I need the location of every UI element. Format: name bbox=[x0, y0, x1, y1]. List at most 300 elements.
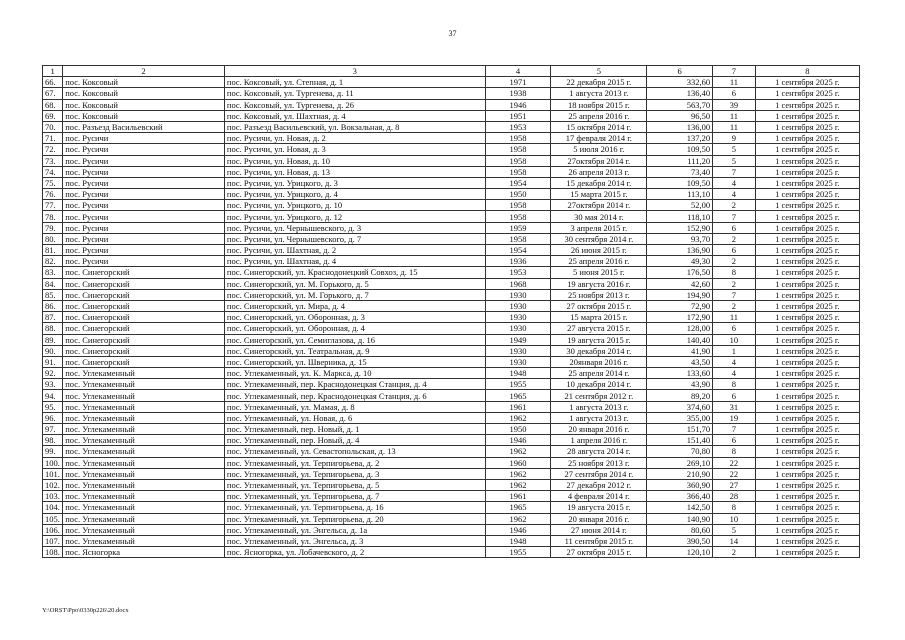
table-row bbox=[43, 177, 860, 188]
date-cell: 3 апреля 2015 г. bbox=[551, 222, 647, 233]
table-row bbox=[43, 323, 860, 334]
area-cell: 140,90 bbox=[647, 513, 713, 524]
settlement-cell: пос. Углекаменный bbox=[63, 412, 225, 423]
residents-cell: 5 bbox=[713, 524, 756, 535]
residents-cell: 2 bbox=[713, 256, 756, 267]
row-number-cell: 103. bbox=[43, 491, 63, 502]
table-row bbox=[43, 88, 860, 99]
area-cell: 390,50 bbox=[647, 535, 713, 546]
date-cell: 1 августа 2013 г. bbox=[551, 401, 647, 412]
area-cell: 111,20 bbox=[647, 155, 713, 166]
settlement-cell: пос. Синегорский bbox=[63, 345, 225, 356]
settlement-cell: пос. Углекаменный bbox=[63, 368, 225, 379]
residents-cell: 4 bbox=[713, 356, 756, 367]
address-cell: пос. Русичи, ул. Урицкого, д. 12 bbox=[224, 211, 485, 222]
row-number-cell: 71. bbox=[43, 133, 63, 144]
area-cell: 128,00 bbox=[647, 323, 713, 334]
deadline-cell: 1 сентября 2025 г. bbox=[755, 502, 859, 513]
deadline-cell: 1 сентября 2025 г. bbox=[755, 446, 859, 457]
area-cell: 269,10 bbox=[647, 457, 713, 468]
table-row bbox=[43, 502, 860, 513]
row-number-cell: 87. bbox=[43, 312, 63, 323]
residents-cell: 7 bbox=[713, 424, 756, 435]
table-row bbox=[43, 491, 860, 502]
table-row bbox=[43, 457, 860, 468]
address-cell: пос. Русичи, ул. Чернышевского, д. 3 bbox=[224, 222, 485, 233]
date-cell: 25 ноября 2013 г. bbox=[551, 289, 647, 300]
settlement-cell: пос. Углекаменный bbox=[63, 479, 225, 490]
area-cell: 366,40 bbox=[647, 491, 713, 502]
year-built-cell: 1949 bbox=[485, 334, 551, 345]
row-number-cell: 99. bbox=[43, 446, 63, 457]
date-cell: 19 августа 2015 г. bbox=[551, 334, 647, 345]
area-cell: 137,20 bbox=[647, 133, 713, 144]
deadline-cell: 1 сентября 2025 г. bbox=[755, 401, 859, 412]
table-row bbox=[43, 312, 860, 323]
table-row bbox=[43, 121, 860, 132]
address-cell: пос. Синегорский, ул. Оборонная, д. 4 bbox=[224, 323, 485, 334]
address-cell: пос. Углекаменный, ул. Новая, д. 6 bbox=[224, 412, 485, 423]
address-cell: пос. Русичи, ул. Урицкого, д. 4 bbox=[224, 189, 485, 200]
address-cell: пос. Русичи, ул. Новая, д. 10 bbox=[224, 155, 485, 166]
deadline-cell: 1 сентября 2025 г. bbox=[755, 256, 859, 267]
address-cell: пос. Коксовый, ул. Тургенева, д. 26 bbox=[224, 99, 485, 110]
year-built-cell: 1958 bbox=[485, 233, 551, 244]
row-number-cell: 80. bbox=[43, 233, 63, 244]
year-built-cell: 1953 bbox=[485, 267, 551, 278]
residents-cell: 10 bbox=[713, 334, 756, 345]
table-row bbox=[43, 334, 860, 345]
settlement-cell: пос. Русичи bbox=[63, 245, 225, 256]
area-cell: 120,10 bbox=[647, 547, 713, 558]
residents-cell: 5 bbox=[713, 144, 756, 155]
date-cell: 1 августа 2013 г. bbox=[551, 88, 647, 99]
row-number-cell: 97. bbox=[43, 424, 63, 435]
date-cell: 15 марта 2015 г. bbox=[551, 312, 647, 323]
year-built-cell: 1950 bbox=[485, 189, 551, 200]
table-row bbox=[43, 256, 860, 267]
residents-cell: 8 bbox=[713, 446, 756, 457]
table-row bbox=[43, 110, 860, 121]
deadline-cell: 1 сентября 2025 г. bbox=[755, 424, 859, 435]
table-row bbox=[43, 401, 860, 412]
area-cell: 96,50 bbox=[647, 110, 713, 121]
date-cell: 25 апреля 2014 г. bbox=[551, 368, 647, 379]
address-cell: пос. Углекаменный, ул. Терпигорьева, д. 20 bbox=[224, 513, 485, 524]
row-number-cell: 98. bbox=[43, 435, 63, 446]
table-row bbox=[43, 245, 860, 256]
date-cell: 4 февраля 2014 г. bbox=[551, 491, 647, 502]
area-cell: 136,40 bbox=[647, 88, 713, 99]
settlement-cell: пос. Углекаменный bbox=[63, 491, 225, 502]
year-built-cell: 1930 bbox=[485, 345, 551, 356]
residents-cell: 14 bbox=[713, 535, 756, 546]
settlement-cell: пос. Ясногорка bbox=[63, 547, 225, 558]
table-row bbox=[43, 412, 860, 423]
deadline-cell: 1 сентября 2025 г. bbox=[755, 77, 859, 88]
residents-cell: 39 bbox=[713, 99, 756, 110]
year-built-cell: 1948 bbox=[485, 535, 551, 546]
date-cell: 27 августа 2015 г. bbox=[551, 323, 647, 334]
document-file-path: Y:\ORST\Ppo\0330p226\20.docx bbox=[42, 607, 129, 614]
residents-cell: 11 bbox=[713, 312, 756, 323]
address-cell: пос. Русичи, ул. Шахтная, д. 4 bbox=[224, 256, 485, 267]
table-row bbox=[43, 99, 860, 110]
year-built-cell: 1958 bbox=[485, 144, 551, 155]
row-number-cell: 93. bbox=[43, 379, 63, 390]
address-cell: пос. Русичи, ул. Новая, д. 2 bbox=[224, 133, 485, 144]
settlement-cell: пос. Углекаменный bbox=[63, 457, 225, 468]
residents-cell: 1 bbox=[713, 345, 756, 356]
table-row bbox=[43, 479, 860, 490]
area-cell: 360,90 bbox=[647, 479, 713, 490]
row-number-cell: 68. bbox=[43, 99, 63, 110]
area-cell: 52,00 bbox=[647, 200, 713, 211]
settlement-cell: пос. Русичи bbox=[63, 177, 225, 188]
residents-cell: 8 bbox=[713, 267, 756, 278]
deadline-cell: 1 сентября 2025 г. bbox=[755, 177, 859, 188]
address-cell: пос. Углекаменный, ул. Терпигорьева, д. 16 bbox=[224, 502, 485, 513]
area-cell: 41,90 bbox=[647, 345, 713, 356]
area-cell: 42,60 bbox=[647, 278, 713, 289]
table-row bbox=[43, 200, 860, 211]
date-cell: 5 июля 2016 г. bbox=[551, 144, 647, 155]
year-built-cell: 1961 bbox=[485, 401, 551, 412]
settlement-cell: пос. Русичи bbox=[63, 189, 225, 200]
row-number-cell: 79. bbox=[43, 222, 63, 233]
date-cell: 19 августа 2015 г. bbox=[551, 502, 647, 513]
column-header: 6 bbox=[647, 66, 713, 77]
column-header: 1 bbox=[43, 66, 63, 77]
date-cell: 19 августа 2016 г. bbox=[551, 278, 647, 289]
year-built-cell: 1955 bbox=[485, 379, 551, 390]
page-number: 37 bbox=[448, 29, 457, 38]
residents-cell: 4 bbox=[713, 189, 756, 200]
residents-cell: 4 bbox=[713, 177, 756, 188]
residents-cell: 6 bbox=[713, 435, 756, 446]
date-cell: 5 июня 2015 г. bbox=[551, 267, 647, 278]
area-cell: 151,40 bbox=[647, 435, 713, 446]
table-row bbox=[43, 77, 860, 88]
date-cell: 27октября 2014 г. bbox=[551, 200, 647, 211]
settlement-cell: пос. Разъезд Васильевский bbox=[63, 121, 225, 132]
date-cell: 11 сентября 2015 г. bbox=[551, 535, 647, 546]
year-built-cell: 1962 bbox=[485, 479, 551, 490]
area-cell: 142,50 bbox=[647, 502, 713, 513]
date-cell: 27 декабря 2012 г. bbox=[551, 479, 647, 490]
settlement-cell: пос. Русичи bbox=[63, 211, 225, 222]
table-body bbox=[43, 66, 860, 558]
residents-cell: 7 bbox=[713, 166, 756, 177]
residents-cell: 2 bbox=[713, 278, 756, 289]
date-cell: 21 сентября 2012 г. bbox=[551, 390, 647, 401]
deadline-cell: 1 сентября 2025 г. bbox=[755, 278, 859, 289]
area-cell: 210,90 bbox=[647, 468, 713, 479]
date-cell: 30 мая 2014 г. bbox=[551, 211, 647, 222]
residents-cell: 6 bbox=[713, 245, 756, 256]
settlement-cell: пос. Коксовый bbox=[63, 110, 225, 121]
address-cell: пос. Углекаменный, ул. Терпигорьева, д. 5 bbox=[224, 479, 485, 490]
column-header: 8 bbox=[755, 66, 859, 77]
deadline-cell: 1 сентября 2025 г. bbox=[755, 468, 859, 479]
settlement-cell: пос. Русичи bbox=[63, 200, 225, 211]
area-cell: 70,80 bbox=[647, 446, 713, 457]
address-cell: пос. Разъезд Васильевский, ул. Вокзальная, д. 8 bbox=[224, 121, 485, 132]
column-header: 7 bbox=[713, 66, 756, 77]
residents-cell: 8 bbox=[713, 502, 756, 513]
row-number-cell: 90. bbox=[43, 345, 63, 356]
address-cell: пос. Коксовый, ул. Шахтная, д. 4 bbox=[224, 110, 485, 121]
year-built-cell: 1948 bbox=[485, 368, 551, 379]
table-row bbox=[43, 424, 860, 435]
row-number-cell: 69. bbox=[43, 110, 63, 121]
address-cell: пос. Углекаменный, пер. Новый, д. 1 bbox=[224, 424, 485, 435]
residents-cell: 22 bbox=[713, 457, 756, 468]
address-cell: пос. Углекаменный, ул. К. Маркса, д. 10 bbox=[224, 368, 485, 379]
settlement-cell: пос. Русичи bbox=[63, 256, 225, 267]
deadline-cell: 1 сентября 2025 г. bbox=[755, 390, 859, 401]
area-cell: 172,90 bbox=[647, 312, 713, 323]
date-cell: 25 ноября 2013 г. bbox=[551, 457, 647, 468]
residents-cell: 2 bbox=[713, 300, 756, 311]
settlement-cell: пос. Синегорский bbox=[63, 300, 225, 311]
settlement-cell: пос. Коксовый bbox=[63, 77, 225, 88]
year-built-cell: 1962 bbox=[485, 468, 551, 479]
row-number-cell: 67. bbox=[43, 88, 63, 99]
address-cell: пос. Углекаменный, пер. Новый, д. 4 bbox=[224, 435, 485, 446]
deadline-cell: 1 сентября 2025 г. bbox=[755, 189, 859, 200]
deadline-cell: 1 сентября 2025 г. bbox=[755, 121, 859, 132]
area-cell: 80,60 bbox=[647, 524, 713, 535]
row-number-cell: 108. bbox=[43, 547, 63, 558]
address-cell: пос. Коксовый, ул. Тургенева, д. 11 bbox=[224, 88, 485, 99]
address-cell: пос. Синегорский, ул. Оборонная, д. 3 bbox=[224, 312, 485, 323]
area-cell: 43,90 bbox=[647, 379, 713, 390]
year-built-cell: 1946 bbox=[485, 99, 551, 110]
row-number-cell: 94. bbox=[43, 390, 63, 401]
table-row bbox=[43, 524, 860, 535]
settlement-cell: пос. Синегорский bbox=[63, 334, 225, 345]
deadline-cell: 1 сентября 2025 г. bbox=[755, 356, 859, 367]
row-number-cell: 88. bbox=[43, 323, 63, 334]
deadline-cell: 1 сентября 2025 г. bbox=[755, 323, 859, 334]
deadline-cell: 1 сентября 2025 г. bbox=[755, 491, 859, 502]
residents-cell: 11 bbox=[713, 121, 756, 132]
year-built-cell: 1930 bbox=[485, 289, 551, 300]
settlement-cell: пос. Углекаменный bbox=[63, 424, 225, 435]
deadline-cell: 1 сентября 2025 г. bbox=[755, 166, 859, 177]
deadline-cell: 1 сентября 2025 г. bbox=[755, 267, 859, 278]
deadline-cell: 1 сентября 2025 г. bbox=[755, 155, 859, 166]
deadline-cell: 1 сентября 2025 г. bbox=[755, 368, 859, 379]
row-number-cell: 107. bbox=[43, 535, 63, 546]
settlement-cell: пос. Углекаменный bbox=[63, 513, 225, 524]
area-cell: 89,20 bbox=[647, 390, 713, 401]
row-number-cell: 81. bbox=[43, 245, 63, 256]
date-cell: 27 сентября 2014 г. bbox=[551, 468, 647, 479]
address-cell: пос. Русичи, ул. Урицкого, д. 10 bbox=[224, 200, 485, 211]
residents-cell: 19 bbox=[713, 412, 756, 423]
year-built-cell: 1968 bbox=[485, 278, 551, 289]
settlement-cell: пос. Русичи bbox=[63, 155, 225, 166]
row-number-cell: 85. bbox=[43, 289, 63, 300]
table-row bbox=[43, 345, 860, 356]
year-built-cell: 1955 bbox=[485, 547, 551, 558]
address-cell: пос. Коксовый, ул. Степная, д. 1 bbox=[224, 77, 485, 88]
date-cell: 17 февраля 2014 г. bbox=[551, 133, 647, 144]
year-built-cell: 1958 bbox=[485, 133, 551, 144]
row-number-cell: 89. bbox=[43, 334, 63, 345]
date-cell: 25 апреля 2016 г. bbox=[551, 110, 647, 121]
deadline-cell: 1 сентября 2025 г. bbox=[755, 513, 859, 524]
deadline-cell: 1 сентября 2025 г. bbox=[755, 435, 859, 446]
settlement-cell: пос. Углекаменный bbox=[63, 390, 225, 401]
year-built-cell: 1962 bbox=[485, 446, 551, 457]
year-built-cell: 1961 bbox=[485, 491, 551, 502]
year-built-cell: 1950 bbox=[485, 424, 551, 435]
date-cell: 26 июня 2015 г. bbox=[551, 245, 647, 256]
address-cell: пос. Русичи, ул. Урицкого, д. 3 bbox=[224, 177, 485, 188]
area-cell: 113,10 bbox=[647, 189, 713, 200]
housing-registry-table bbox=[42, 65, 860, 558]
residents-cell: 9 bbox=[713, 133, 756, 144]
deadline-cell: 1 сентября 2025 г. bbox=[755, 479, 859, 490]
settlement-cell: пос. Синегорский bbox=[63, 278, 225, 289]
date-cell: 22 декабря 2015 г. bbox=[551, 77, 647, 88]
table-row bbox=[43, 267, 860, 278]
date-cell: 10 декабря 2014 г. bbox=[551, 379, 647, 390]
deadline-cell: 1 сентября 2025 г. bbox=[755, 222, 859, 233]
settlement-cell: пос. Коксовый bbox=[63, 88, 225, 99]
settlement-cell: пос. Углекаменный bbox=[63, 446, 225, 457]
year-built-cell: 1930 bbox=[485, 323, 551, 334]
area-cell: 194,90 bbox=[647, 289, 713, 300]
area-cell: 73,40 bbox=[647, 166, 713, 177]
area-cell: 43,50 bbox=[647, 356, 713, 367]
deadline-cell: 1 сентября 2025 г. bbox=[755, 524, 859, 535]
address-cell: пос. Русичи, ул. Новая, д. 3 bbox=[224, 144, 485, 155]
table-row bbox=[43, 300, 860, 311]
deadline-cell: 1 сентября 2025 г. bbox=[755, 379, 859, 390]
table-row bbox=[43, 133, 860, 144]
date-cell: 20 января 2016 г. bbox=[551, 424, 647, 435]
settlement-cell: пос. Углекаменный bbox=[63, 468, 225, 479]
year-built-cell: 1958 bbox=[485, 200, 551, 211]
area-cell: 133,60 bbox=[647, 368, 713, 379]
address-cell: пос. Синегорский, ул. М. Горького, д. 5 bbox=[224, 278, 485, 289]
address-cell: пос. Углекаменный, ул. Энгельса, д. 1а bbox=[224, 524, 485, 535]
residents-cell: 2 bbox=[713, 200, 756, 211]
residents-cell: 2 bbox=[713, 547, 756, 558]
year-built-cell: 1930 bbox=[485, 356, 551, 367]
year-built-cell: 1971 bbox=[485, 77, 551, 88]
table-row bbox=[43, 356, 860, 367]
year-built-cell: 1936 bbox=[485, 256, 551, 267]
settlement-cell: пос. Русичи bbox=[63, 133, 225, 144]
year-built-cell: 1930 bbox=[485, 312, 551, 323]
year-built-cell: 1951 bbox=[485, 110, 551, 121]
address-cell: пос. Синегорский, ул. Семиглазова, д. 16 bbox=[224, 334, 485, 345]
table-row bbox=[43, 189, 860, 200]
year-built-cell: 1954 bbox=[485, 245, 551, 256]
settlement-cell: пос. Синегорский bbox=[63, 356, 225, 367]
year-built-cell: 1954 bbox=[485, 177, 551, 188]
deadline-cell: 1 сентября 2025 г. bbox=[755, 99, 859, 110]
row-number-cell: 100. bbox=[43, 457, 63, 468]
row-number-cell: 75. bbox=[43, 177, 63, 188]
deadline-cell: 1 сентября 2025 г. bbox=[755, 88, 859, 99]
address-cell: пос. Синегорский, ул. Мира, д. 4 bbox=[224, 300, 485, 311]
table-row bbox=[43, 166, 860, 177]
column-header: 3 bbox=[224, 66, 485, 77]
residents-cell: 6 bbox=[713, 222, 756, 233]
area-cell: 374,60 bbox=[647, 401, 713, 412]
address-cell: пос. Углекаменный, ул. Севастопольская, д. 13 bbox=[224, 446, 485, 457]
residents-cell: 22 bbox=[713, 468, 756, 479]
date-cell: 30 декабря 2014 г. bbox=[551, 345, 647, 356]
row-number-cell: 106. bbox=[43, 524, 63, 535]
date-cell: 1 апреля 2016 г. bbox=[551, 435, 647, 446]
year-built-cell: 1946 bbox=[485, 435, 551, 446]
row-number-cell: 86. bbox=[43, 300, 63, 311]
date-cell: 18 ноября 2015 г. bbox=[551, 99, 647, 110]
table-row bbox=[43, 513, 860, 524]
residents-cell: 6 bbox=[713, 323, 756, 334]
date-cell: 20января 2016 г. bbox=[551, 356, 647, 367]
residents-cell: 6 bbox=[713, 88, 756, 99]
deadline-cell: 1 сентября 2025 г. bbox=[755, 312, 859, 323]
address-cell: пос. Углекаменный, ул. Энгельса, д. 3 bbox=[224, 535, 485, 546]
date-cell: 30 сентября 2014 г. bbox=[551, 233, 647, 244]
area-cell: 118,10 bbox=[647, 211, 713, 222]
address-cell: пос. Русичи, ул. Шахтная, д. 2 bbox=[224, 245, 485, 256]
address-cell: пос. Русичи, ул. Чернышевского, д. 7 bbox=[224, 233, 485, 244]
address-cell: пос. Углекаменный, ул. Терпигорьева, д. 3 bbox=[224, 468, 485, 479]
year-built-cell: 1965 bbox=[485, 502, 551, 513]
year-built-cell: 1958 bbox=[485, 155, 551, 166]
residents-cell: 5 bbox=[713, 155, 756, 166]
residents-cell: 11 bbox=[713, 110, 756, 121]
deadline-cell: 1 сентября 2025 г. bbox=[755, 334, 859, 345]
year-built-cell: 1930 bbox=[485, 300, 551, 311]
table-row bbox=[43, 155, 860, 166]
residents-cell: 27 bbox=[713, 479, 756, 490]
year-built-cell: 1938 bbox=[485, 88, 551, 99]
area-cell: 136,90 bbox=[647, 245, 713, 256]
date-cell: 26 апреля 2013 г. bbox=[551, 166, 647, 177]
row-number-cell: 102. bbox=[43, 479, 63, 490]
address-cell: пос. Углекаменный, ул. Терпигорьева, д. 7 bbox=[224, 491, 485, 502]
table-row bbox=[43, 468, 860, 479]
row-number-cell: 95. bbox=[43, 401, 63, 412]
column-header: 2 bbox=[63, 66, 225, 77]
date-cell: 15 марта 2015 г. bbox=[551, 189, 647, 200]
deadline-cell: 1 сентября 2025 г. bbox=[755, 110, 859, 121]
area-cell: 355,00 bbox=[647, 412, 713, 423]
column-number-header-row bbox=[43, 66, 860, 77]
settlement-cell: пос. Углекаменный bbox=[63, 379, 225, 390]
row-number-cell: 91. bbox=[43, 356, 63, 367]
address-cell: пос. Русичи, ул. Новая, д. 13 bbox=[224, 166, 485, 177]
settlement-cell: пос. Русичи bbox=[63, 233, 225, 244]
table-row bbox=[43, 368, 860, 379]
settlement-cell: пос. Русичи bbox=[63, 166, 225, 177]
row-number-cell: 92. bbox=[43, 368, 63, 379]
row-number-cell: 83. bbox=[43, 267, 63, 278]
date-cell: 27 октября 2015 г. bbox=[551, 300, 647, 311]
residents-cell: 7 bbox=[713, 289, 756, 300]
row-number-cell: 73. bbox=[43, 155, 63, 166]
